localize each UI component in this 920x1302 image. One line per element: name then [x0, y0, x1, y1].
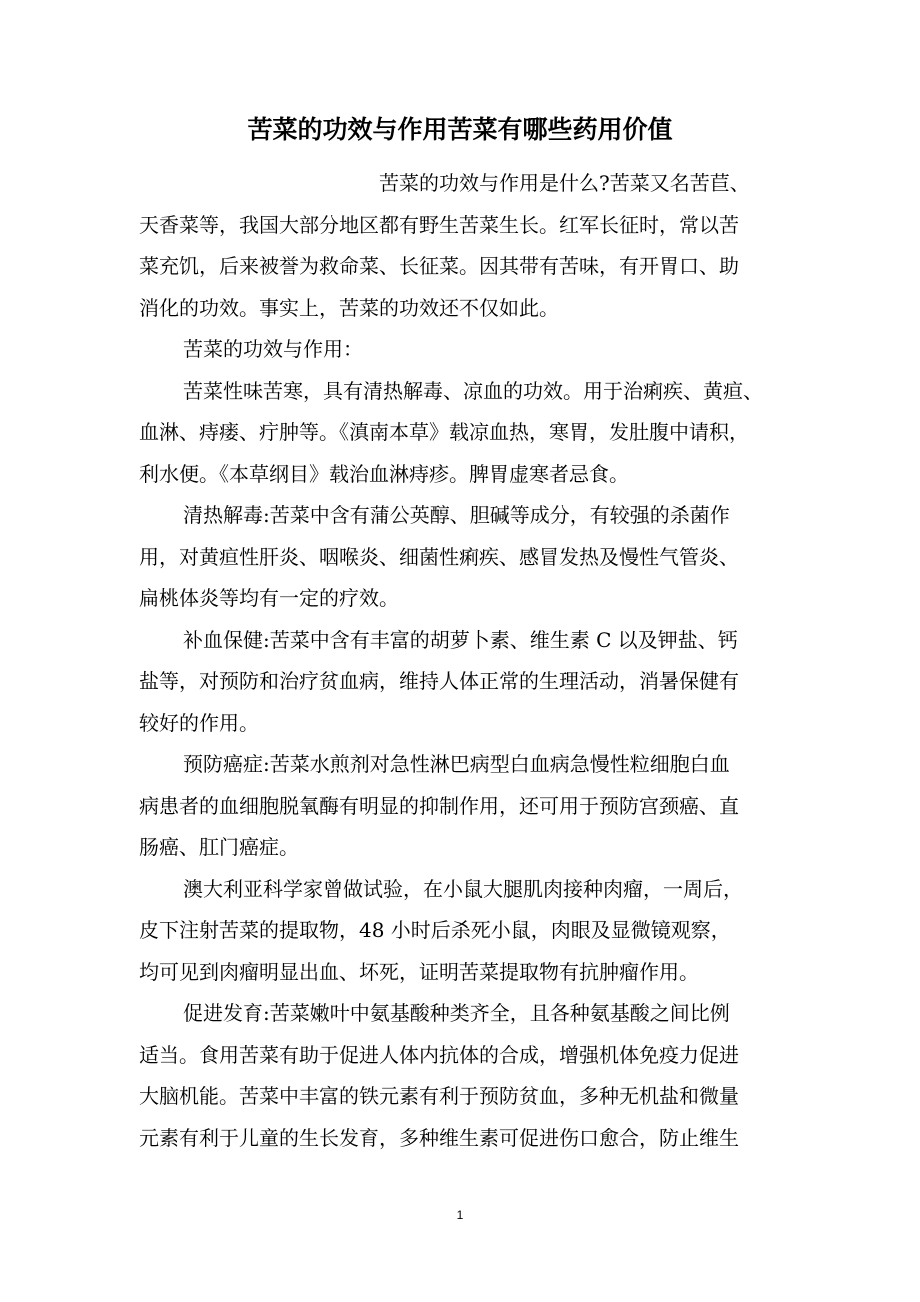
paragraph-line: 苦菜的功效与作用是什么?苦菜又名苦苣、	[379, 171, 750, 195]
paragraph-line: 皮下注射苦菜的提取物，48 小时后杀死小鼠，肉眼及显微镜观察，	[139, 918, 731, 942]
paragraph-line: 盐等，对预防和治疗贫血病，维持人体正常的生理活动，消暑保健有	[139, 669, 739, 693]
paragraph-line: 用，对黄疸性肝炎、咽喉炎、细菌性痢疾、感冒发热及慢性气管炎、	[139, 544, 739, 569]
paragraph-line: 适当。食用苦菜有助于促进人体内抗体的合成，增强机体免疫力促进	[139, 1042, 739, 1067]
document-title: 苦菜的功效与作用苦菜有哪些药用价值	[247, 115, 673, 144]
paragraph-line: 利水便。《本草纲目》载治血淋痔疹。脾胃虚寒者忌食。	[139, 461, 629, 486]
section-heading: 苦菜的功效与作用：	[183, 337, 363, 361]
document-body	[139, 163, 799, 1159]
paragraph-line: 肠癌、肛门癌症。	[139, 835, 299, 859]
paragraph-line: 元素有利于儿童的生长发育，多种维生素可促进伤口愈合，防止维生	[139, 1125, 739, 1150]
paragraph-line: 血淋、痔瘘、疔肿等。《滇南本草》载凉血热，寒胃，发肚腹中请积，	[139, 420, 749, 444]
paragraph-line: 均可见到肉瘤明显出血、坏死，证明苦菜提取物有抗肿瘤作用。	[139, 959, 699, 984]
paragraph-line: 病患者的血细胞脱氧酶有明显的抑制作用，还可用于预防宫颈癌、直	[139, 793, 739, 818]
paragraph-line: 天香菜等，我国大部分地区都有野生苦菜生长。红军长征时，常以苦	[139, 212, 739, 237]
paragraph-line: 澳大利亚科学家曾做试验，在小鼠大腿肌肉接种肉瘤，一周后，	[183, 876, 743, 901]
paragraph-line: 菜充饥，后来被誉为救命菜、长征菜。因其带有苦味，有开胃口、助	[139, 254, 739, 278]
paragraph-line: 清热解毒:苦菜中含有蒲公英醇、胆碱等成分，有较强的杀菌作	[183, 503, 730, 527]
paragraph-line: 补血保健:苦菜中含有丰富的胡萝卜素、维生素 C 以及钾盐、钙	[183, 627, 738, 652]
page-number: 1	[456, 1208, 464, 1222]
paragraph-line: 消化的功效。事实上，苦菜的功效还不仅如此。	[139, 295, 559, 320]
paragraph-line: 大脑机能。苦菜中丰富的铁元素有利于预防贫血，多种无机盐和微量	[139, 1084, 739, 1108]
paragraph-line: 扁桃体炎等均有一定的疗效。	[139, 586, 399, 610]
paragraph-line: 较好的作用。	[139, 710, 259, 735]
paragraph-line: 预防癌症:苦菜水煎剂对急性淋巴病型白血病急慢性粒细胞白血	[183, 752, 730, 776]
paragraph-line: 促进发育:苦菜嫩叶中氨基酸种类齐全，且各种氨基酸之间比例	[183, 1001, 730, 1025]
paragraph-line: 苦菜性味苦寒，具有清热解毒、凉血的功效。用于治痢疾、黄疸、	[183, 378, 763, 403]
